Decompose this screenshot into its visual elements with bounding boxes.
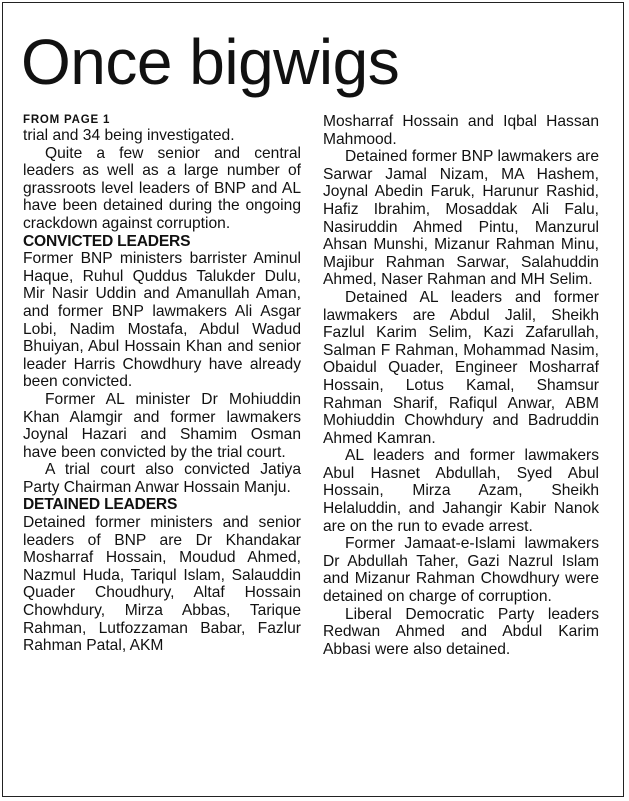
paragraph: Liberal Democratic Party leaders Redwan Ahmed and Abdul Karim Abbasi were also detained.: [323, 605, 599, 658]
subheading-convicted: CONVICTED LEADERS: [23, 232, 191, 250]
paragraph: Detained former BNP lawmakers are Sarwar Jamal Nizam, MA Hashem, Joynal Abedin Faruk, Harunur Rashid, Hafiz Ibrahim, Mosaddak Ali Falu, Nasiruddin Ahmed Pintu, Manzurul Ahsan Munshi, Mizanur Rahman Minu, Majibur Rahman Sarwar, Salahuddin Ahmed, Naser Rahman and MH Selim.: [323, 148, 599, 289]
paragraph: Former Jamaat-e-Islami lawmakers Dr Abdullah Taher, Gazi Nazrul Islam and Mizanur Rahman Chowdhury were detained on charge of corruption.: [323, 535, 599, 606]
paragraph: Former AL minister Dr Mohiuddin Khan Alamgir and former lawmakers Joynal Hazari and Shamim Osman have been convicted by the trial court.: [23, 390, 301, 461]
continued-from-label: FROM PAGE 1: [23, 114, 111, 126]
paragraph: A trial court also convicted Jatiya Party Chairman Anwar Hossain Manju.: [23, 461, 301, 496]
paragraph: Detained AL leaders and former lawmakers are Abdul Jalil, Sheikh Fazlul Karim Selim, Kazi Zafarullah, Salman F Rahman, Mohammad Nasim, Obaidul Quader, Engineer Mosharraf Hossain, Lotus Kamal, Shamsur Rahman Sharif, Rafiqul Anwar, ABM Mohiuddin Chowhdury and Badruddin Ahmed Kamran.: [323, 288, 599, 447]
column-left: [23, 113, 301, 655]
paragraph: trial and 34 being investigated.: [23, 127, 235, 144]
paragraph: Quite a few senior and central leaders as well as a large number of grassroots level leaders of BNP and AL have been detained during the ongoing crackdown against corruption.: [23, 144, 301, 232]
headline: Once bigwigs: [21, 26, 400, 98]
paragraph: AL leaders and former lawmakers Abul Hasnet Abdullah, Syed Abul Hossain, Mirza Azam, Sheikh Helaluddin, and Jahangir Kabir Nanok are on the run to evade arrest.: [323, 447, 599, 535]
column-right: [323, 113, 599, 658]
paragraph: Detained former ministers and senior leaders of BNP are Dr Khandakar Mosharraf Hossain, Moudud Ahmed, Nazmul Huda, Tariqul Islam, Salauddin Quader Choudhury, Altaf Hossain Chowhdury, Mirza Abbas, Tarique Rahman, Lutfozzaman Babar, Fazlur Rahman Patal, AKM: [23, 514, 301, 655]
article-frame: [2, 2, 624, 797]
paragraph: Former BNP ministers barrister Aminul Haque, Ruhul Quddus Talukder Dulu, Mir Nasir Uddin and Amanullah Aman, and former BNP lawmakers Ali Asgar Lobi, Nadim Mostafa, Abdul Wadud Bhuiyan, Abul Hossain Khan and senior leader Harris Chowdhury have already been convicted.: [23, 250, 301, 391]
paragraph: Mosharraf Hossain and Iqbal Hassan Mahmood.: [323, 113, 599, 148]
subheading-detained: DETAINED LEADERS: [23, 496, 178, 514]
